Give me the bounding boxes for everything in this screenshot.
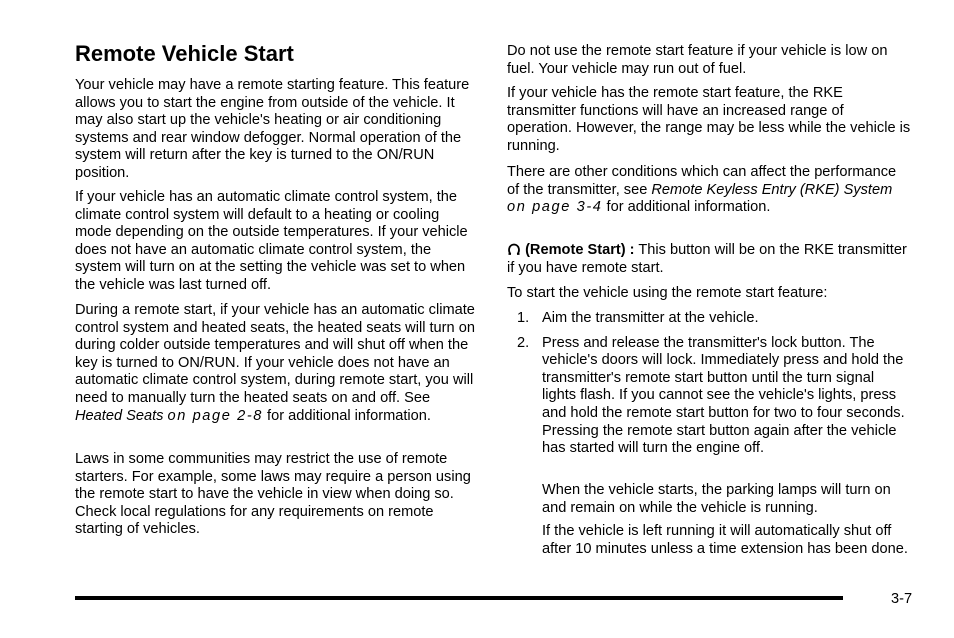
step-text: Press and release the transmitter's lock button. The vehicle's doors will lock. Immediately press and hold the transmitter's remote start button until the turn signal lights flash. If you cannot see the vehicle's lights, press and hold the remote start button for two to four seconds. Pressing the remote start button again after the vehicle has started will turn the engine off.	[542, 334, 905, 457]
page-title: Remote Vehicle Start	[75, 41, 294, 66]
rke-page-ref[interactable]: on page 3-4	[507, 199, 603, 216]
steps-intro: To start the vehicle using the remote start feature:	[507, 285, 828, 301]
heated-seats-link[interactable]: Heated Seats	[75, 407, 164, 424]
page-number: 3-7	[891, 591, 913, 607]
heated-seats-text: During a remote start, if your vehicle has an automatic climate control system and heated seats, the heated seats will turn on during colder outside temperatures and will shut off when the key is turned to ON/RUN. If your vehicle does not have an automatic climate control system, during remote start, you will need to manually turn the heated seats on and off. See	[75, 302, 475, 406]
heated-seats-paragraph	[75, 302, 475, 425]
heated-seats-page-ref[interactable]: on page 2-8	[167, 407, 263, 424]
remote-start-label: (Remote Start) :	[525, 242, 635, 258]
rke-link[interactable]: Remote Keyless Entry (RKE) System	[651, 181, 893, 198]
step-note-auto-shutoff: If the vehicle is left running it will automatically shut off after 10 minutes unless a time extension has been done.	[542, 523, 908, 557]
step-text: Aim the transmitter at the vehicle.	[542, 310, 759, 326]
list-item	[517, 310, 912, 328]
fuel-warning-paragraph: Do not use the remote start feature if your vehicle is low on fuel. Your vehicle may run out of fuel.	[507, 43, 888, 77]
remote-start-desc: This button will be on the RKE transmitter if you have remote start.	[507, 242, 907, 276]
list-item	[517, 335, 912, 458]
remote-start-icon	[507, 242, 521, 256]
laws-paragraph: Laws in some communities may restrict the use of remote starters. For example, some laws may require a person using the remote start to have the vehicle in view when doing so. Check local regulations for any requirements on remote starting of vehicles.	[75, 451, 471, 538]
remote-start-button-paragraph	[507, 242, 912, 277]
steps-list	[517, 310, 912, 458]
heated-seats-after: for additional information.	[263, 407, 431, 424]
conditions-text: There are other conditions which can affect the performance of the transmitter, see	[507, 164, 897, 198]
conditions-paragraph	[507, 164, 912, 217]
climate-paragraph: If your vehicle has an automatic climate control system, the climate control system will default to a heating or cooling mode depending on the outside temperatures. If your vehicle does not have an automatic climate control system, the system will turn on at the setting the vehicle was set to when the vehicle was last turned off.	[75, 189, 468, 293]
range-paragraph: If your vehicle has the remote start feature, the RKE transmitter functions will have an increased range of operation. However, the range may be less while the vehicle is running.	[507, 85, 911, 154]
step-number: 1.	[517, 310, 530, 326]
step-note-parking-lamps: When the vehicle starts, the parking lamps will turn on and remain on while the vehicle is running.	[542, 482, 891, 516]
footer-rule	[75, 596, 843, 600]
conditions-after: for additional information.	[602, 199, 771, 216]
step-number: 2.	[517, 334, 530, 351]
intro-paragraph: Your vehicle may have a remote starting feature. This feature allows you to start the engine from outside of the vehicle. It may also start up the vehicle's heating or air conditioning systems and rear window defogger. Normal operation of the system will return after the key is turned to the ON/RUN position.	[75, 77, 470, 181]
